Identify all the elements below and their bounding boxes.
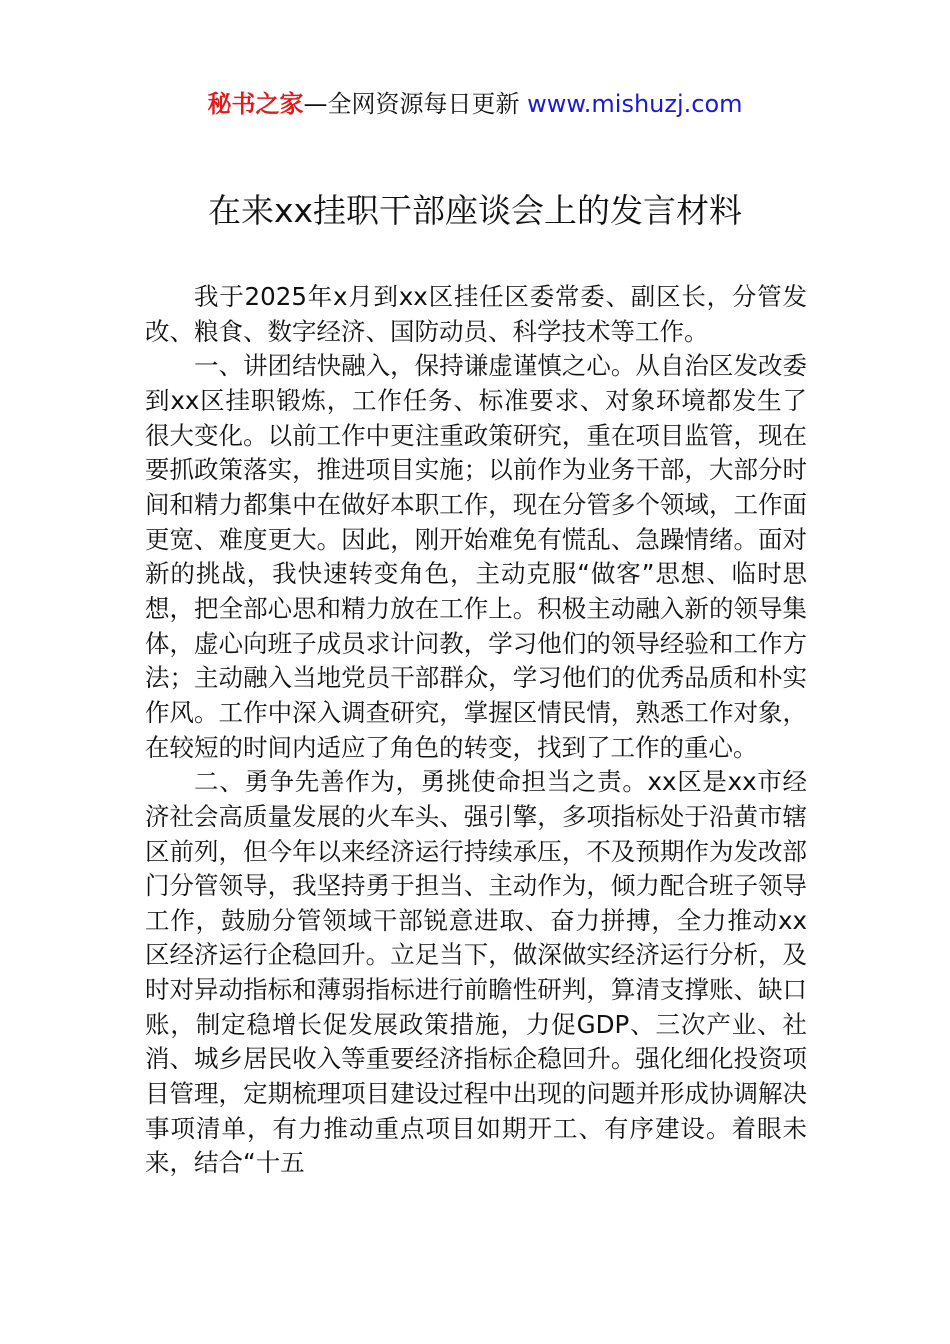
brand-name: 秘书之家 — [207, 90, 304, 118]
paragraph-section-1: 一、讲团结快融入，保持谦虚谨慎之心。从自治区发改委到xx区挂职锻炼，工作任务、标准要求、对象环境都发生了很大变化。以前工作中更注重政策研究，重在项目监管，现在要抓政策落实，推进项目实施；以前作为业务干部，大部分时间和精力都集中在做好本职工作，现在分管多个领域，工作面更宽、难度更大。因此，刚开始难免有慌乱、急躁情绪。面对新的挑战，我快速转变角色，主动克服“做客”思想、临时思想，把全部心思和精力放在工作上。积极主动融入新的领导集体，虚心向班子成员求计问教，学习他们的领导经验和工作方法；主动融入当地党员干部群众，学习他们的优秀品质和朴实作风。工作中深入调查研究，掌握区情民情，熟悉工作对象，在较短的时间内适应了角色的转变，找到了工作的重心。 — [145, 351, 807, 762]
paragraph-intro: 我于2025年x月到xx区挂任区委常委、副区长，分管发改、粮食、数字经济、国防动员、科学技术等工作。 — [145, 282, 807, 346]
paragraph-section-2: 二、勇争先善作为，勇挑使命担当之责。xx区是xx市经济社会高质量发展的火车头、强引擎，多项指标处于沿黄市辖区前列，但今年以来经济运行持续承压，不及预期作为发改部门分管领导，我坚持勇于担当、主动作为，倾力配合班子领导工作，鼓励分管领域干部锐意进取、奋力拼搏，全力推动xx区经济运行企稳回升。立足当下，做深做实经济运行分析，及时对异动指标和薄弱指标进行前瞻性研判，算清支撑账、缺口账，制定稳增长促发展政策措施，力促GDP、三次产业、社消、城乡居民收入等重要经济指标企稳回升。强化细化投资项目管理，定期梳理项目建设过程中出现的问题并形成协调解决事项清单，有力推动重点项目如期开工、有序建设。着眼未来，结合“十五 — [145, 767, 807, 1178]
site-banner — [0, 84, 950, 124]
site-url: www.mishuzj.com — [527, 90, 743, 118]
document-title: 在来xx挂职干部座谈会上的发言材料 — [207, 191, 743, 230]
banner-tagline: —全网资源每日更新 — [303, 90, 520, 118]
document-body — [145, 280, 807, 1181]
